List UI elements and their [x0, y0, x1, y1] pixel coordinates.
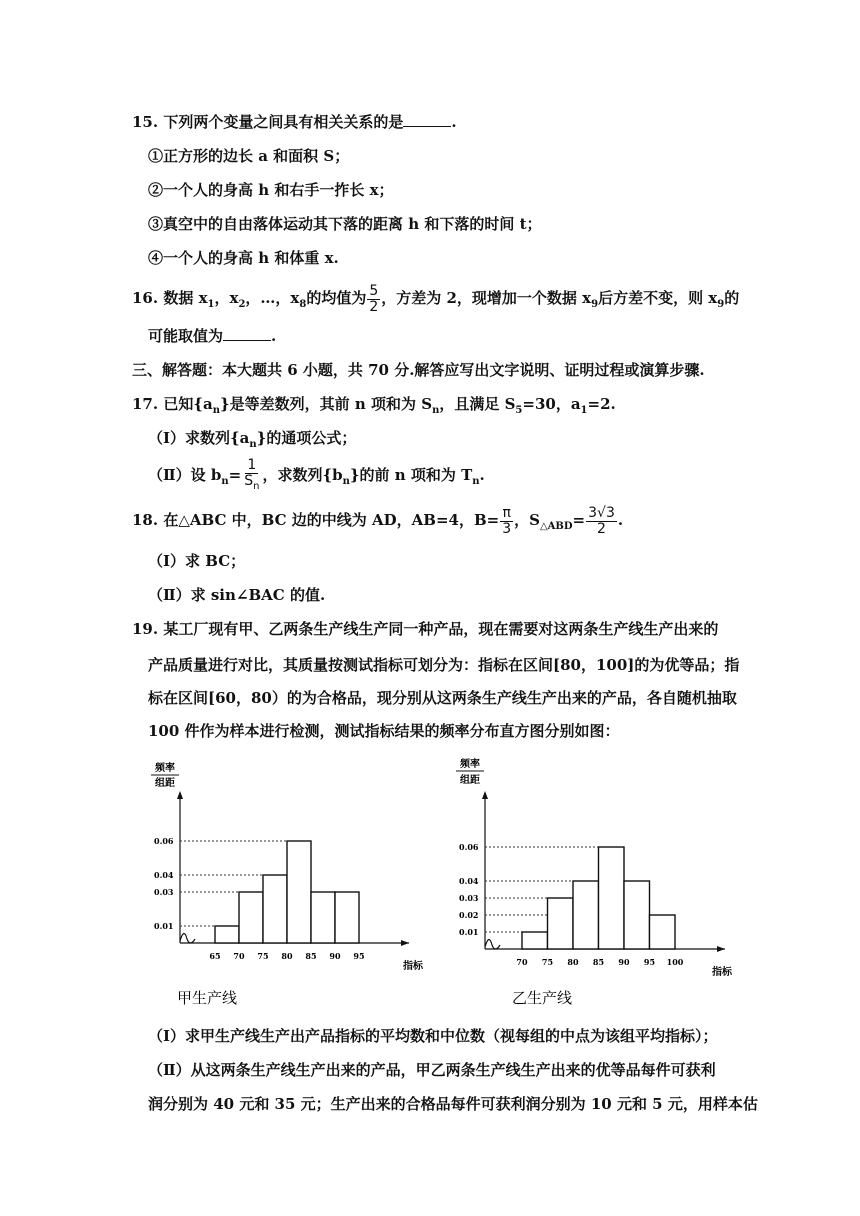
- q15-stem: [132, 111, 457, 133]
- text: 在△ABC 中，BC 边的中线为 AD，AB=4，B=: [163, 511, 500, 529]
- numerator: π: [502, 504, 511, 521]
- y-tick-label: 0.04: [154, 870, 174, 880]
- text: 某工厂现有甲、乙两条生产线生产同一种产品，现在需要对这两条生产线生产出来的: [163, 620, 719, 638]
- subscript: △ABD: [539, 521, 573, 532]
- q17-number: 17.: [132, 395, 159, 413]
- histogram-bar: [311, 892, 335, 943]
- subscript: 9: [591, 299, 599, 310]
- q15-answer-blank[interactable]: [403, 112, 451, 127]
- q18-part2: （Ⅱ）求 sin∠BAC 的值.: [148, 586, 326, 604]
- section-heading: 三、解答题：本大题共 6 小题，共 70 分.解答应写出文字说明、证明过程或演算步骤.: [132, 361, 705, 379]
- y-tick-label: 0.01: [154, 921, 174, 931]
- subscript: 1: [207, 299, 215, 310]
- option-mark: ③: [148, 215, 164, 233]
- y-axis-label: [456, 757, 484, 786]
- histogram-bar: [522, 932, 548, 949]
- q17-stem: [132, 393, 616, 422]
- axis-break: [180, 933, 195, 943]
- x-tick-label: 70: [233, 951, 245, 961]
- y-tick-label: 0.03: [459, 893, 479, 903]
- x-tick-label: 75: [541, 957, 554, 967]
- y-tick-label: 0.01: [459, 927, 479, 937]
- q15-option-4: [148, 247, 339, 269]
- x-tick-label: 100: [666, 957, 684, 967]
- text: =: [572, 511, 586, 529]
- q15-option-3: [148, 213, 542, 235]
- text: =: [228, 466, 242, 484]
- fraction: [367, 284, 380, 315]
- x-tick-label: 65: [209, 951, 221, 961]
- text: =2.: [587, 395, 616, 413]
- histogram-bar: [215, 926, 239, 943]
- q19-stem-line3: 标在区间[60，80）的为合格品，现分别从这两条生产线生产出来的产品，各自随机抽取: [148, 689, 737, 707]
- chart-title: 乙生产线: [512, 989, 573, 1007]
- histogram-bar: [548, 898, 574, 949]
- histogram-bar: [335, 892, 359, 943]
- chart-title: 甲生产线: [177, 989, 238, 1007]
- x-axis-label: 指标: [712, 967, 732, 978]
- q18-number: 18.: [132, 511, 159, 529]
- x-tick-label: 80: [281, 951, 293, 961]
- q15-number: 15.: [132, 113, 159, 131]
- y-tick-label: 0.04: [459, 876, 479, 886]
- q15-text: 下列两个变量之间具有相关关系的是: [163, 113, 404, 131]
- ylabel-top: 频率: [155, 763, 175, 774]
- x-tick-label: 80: [567, 957, 579, 967]
- q19-part1: （Ⅰ）求甲生产线生产出产品指标的平均数和中位数（视每组的中点为该组平均指标）；: [148, 1027, 718, 1045]
- fraction: [586, 506, 617, 537]
- q16-number: 16.: [132, 289, 159, 307]
- q19-stem-line1: [132, 618, 718, 640]
- histogram-bar: [573, 881, 599, 949]
- fraction: [242, 458, 261, 494]
- x-axis-label: 指标: [403, 961, 423, 972]
- numerator: 3√3: [588, 504, 615, 521]
- subscript: n: [212, 405, 220, 416]
- subscript: 8: [299, 299, 307, 310]
- text: .: [617, 511, 624, 529]
- histogram-jia: [135, 755, 435, 1015]
- text: 可能取值为: [148, 327, 224, 345]
- option-text: 真空中的自由落体运动其下落的距离 h 和下落的时间 t；: [163, 215, 542, 233]
- q16-stem: [132, 283, 739, 320]
- text: 的均值为: [306, 289, 367, 307]
- denominator: [242, 474, 261, 494]
- histogram-bar: [263, 875, 287, 943]
- text: ，x: [214, 289, 239, 307]
- q16-line2: [148, 325, 276, 347]
- option-text: 一个人的身高 h 和右手一拃长 x；: [163, 181, 394, 199]
- ylabel-bottom: 组距: [460, 775, 480, 786]
- text: 已知{a: [163, 395, 213, 413]
- ylabel-bottom: 组距: [155, 778, 175, 789]
- y-tick-label: 0.06: [154, 836, 174, 846]
- q17-part2: [148, 457, 485, 500]
- subscript: 9: [717, 299, 725, 310]
- fraction: [500, 506, 513, 537]
- x-tick-label: 75: [257, 951, 269, 961]
- denominator: 2: [369, 298, 379, 315]
- option-text: 正方形的边长 a 和面积 S；: [163, 147, 350, 165]
- text: 的: [724, 289, 740, 307]
- option-mark: ④: [148, 249, 164, 267]
- x-tick-label: 90: [618, 957, 630, 967]
- text: 后方差不变，则 x: [598, 289, 718, 307]
- text: }的前 n 项和为 T: [349, 466, 473, 484]
- y-axis-arrow: [482, 791, 488, 799]
- text: ，S: [514, 511, 540, 529]
- subscript: n: [342, 476, 350, 487]
- histogram-bar: [287, 841, 311, 943]
- q19-stem-line4: 100 件作为样本进行检测，测试指标结果的频率分布直方图分别如图：: [148, 722, 620, 740]
- histogram-bar: [650, 915, 676, 949]
- text: 数据 x: [163, 289, 208, 307]
- q19-part2-line2: 润分别为 40 元和 35 元；生产出来的合格品每件可获利润分别为 10 元和 5 元，用样本估: [148, 1095, 758, 1113]
- x-tick-label: 90: [329, 951, 341, 961]
- text: ，求数列{b: [262, 466, 343, 484]
- option-text: 一个人的身高 h 和体重 x.: [163, 249, 339, 267]
- text: .: [479, 466, 485, 484]
- x-tick-label: 95: [353, 951, 365, 961]
- text: ，方差为 2，现增加一个数据 x: [381, 289, 592, 307]
- x-axis-arrow: [717, 946, 725, 952]
- q17-part1: [148, 427, 356, 456]
- q15-option-1: [148, 145, 349, 167]
- x-tick-label: 85: [305, 951, 317, 961]
- x-tick-label: 95: [643, 957, 656, 967]
- text: ，且满足 S: [439, 395, 516, 413]
- option-mark: ①: [148, 147, 164, 165]
- subscript: 1: [580, 405, 588, 416]
- histogram-yi: [440, 755, 750, 1015]
- text: }的通项公式；: [256, 429, 357, 447]
- q19-stem-line2: 产品质量进行对比，其质量按测试指标可划分为：指标在区间[80，100]的为优等品；指: [148, 656, 740, 674]
- x-tick-label: 70: [516, 957, 528, 967]
- denominator: 2: [597, 520, 606, 537]
- ylabel-top: 频率: [460, 759, 480, 770]
- text: S: [244, 473, 254, 490]
- subscript: n: [472, 476, 480, 487]
- x-axis-arrow: [401, 940, 409, 946]
- numerator: 1: [247, 457, 257, 474]
- text: =30，a: [522, 395, 581, 413]
- text: }是等差数列，其前 n 项和为 S: [220, 395, 433, 413]
- y-tick-label: 0.03: [154, 887, 174, 897]
- q18-stem: [132, 502, 623, 545]
- subscript: 2: [238, 299, 246, 310]
- x-tick-label: 85: [592, 957, 605, 967]
- y-tick-label: 0.06: [459, 842, 479, 852]
- text: （Ⅰ）求数列{a: [148, 429, 250, 447]
- q19-number: 19.: [132, 620, 159, 638]
- q19-part2-line1: （Ⅱ）从这两条生产线生产出来的产品，甲乙两条生产线生产出来的优等品每件可获利: [148, 1061, 716, 1079]
- axis-break: [485, 939, 500, 949]
- text: .: [271, 327, 277, 345]
- histogram-bar: [624, 881, 650, 949]
- y-axis-arrow: [177, 791, 183, 799]
- y-tick-label: 0.02: [459, 910, 479, 920]
- subscript: n: [432, 405, 440, 416]
- subscript: n: [249, 439, 257, 450]
- subscript: 5: [515, 405, 523, 416]
- numerator: 5: [369, 282, 379, 299]
- q15-end: .: [451, 113, 457, 131]
- q15-option-2: [148, 179, 394, 201]
- histogram-bar: [239, 892, 263, 943]
- text: ，…，x: [245, 289, 300, 307]
- denominator: 3: [502, 520, 512, 537]
- subscript: n: [253, 480, 260, 492]
- text: （Ⅱ）设 b: [148, 466, 222, 484]
- q18-part1: （Ⅰ）求 BC；: [148, 552, 246, 570]
- histogram-bar: [599, 847, 625, 949]
- option-mark: ②: [148, 181, 164, 199]
- y-axis-label: [151, 761, 179, 789]
- q16-answer-blank[interactable]: [223, 326, 271, 341]
- subscript: n: [221, 476, 229, 487]
